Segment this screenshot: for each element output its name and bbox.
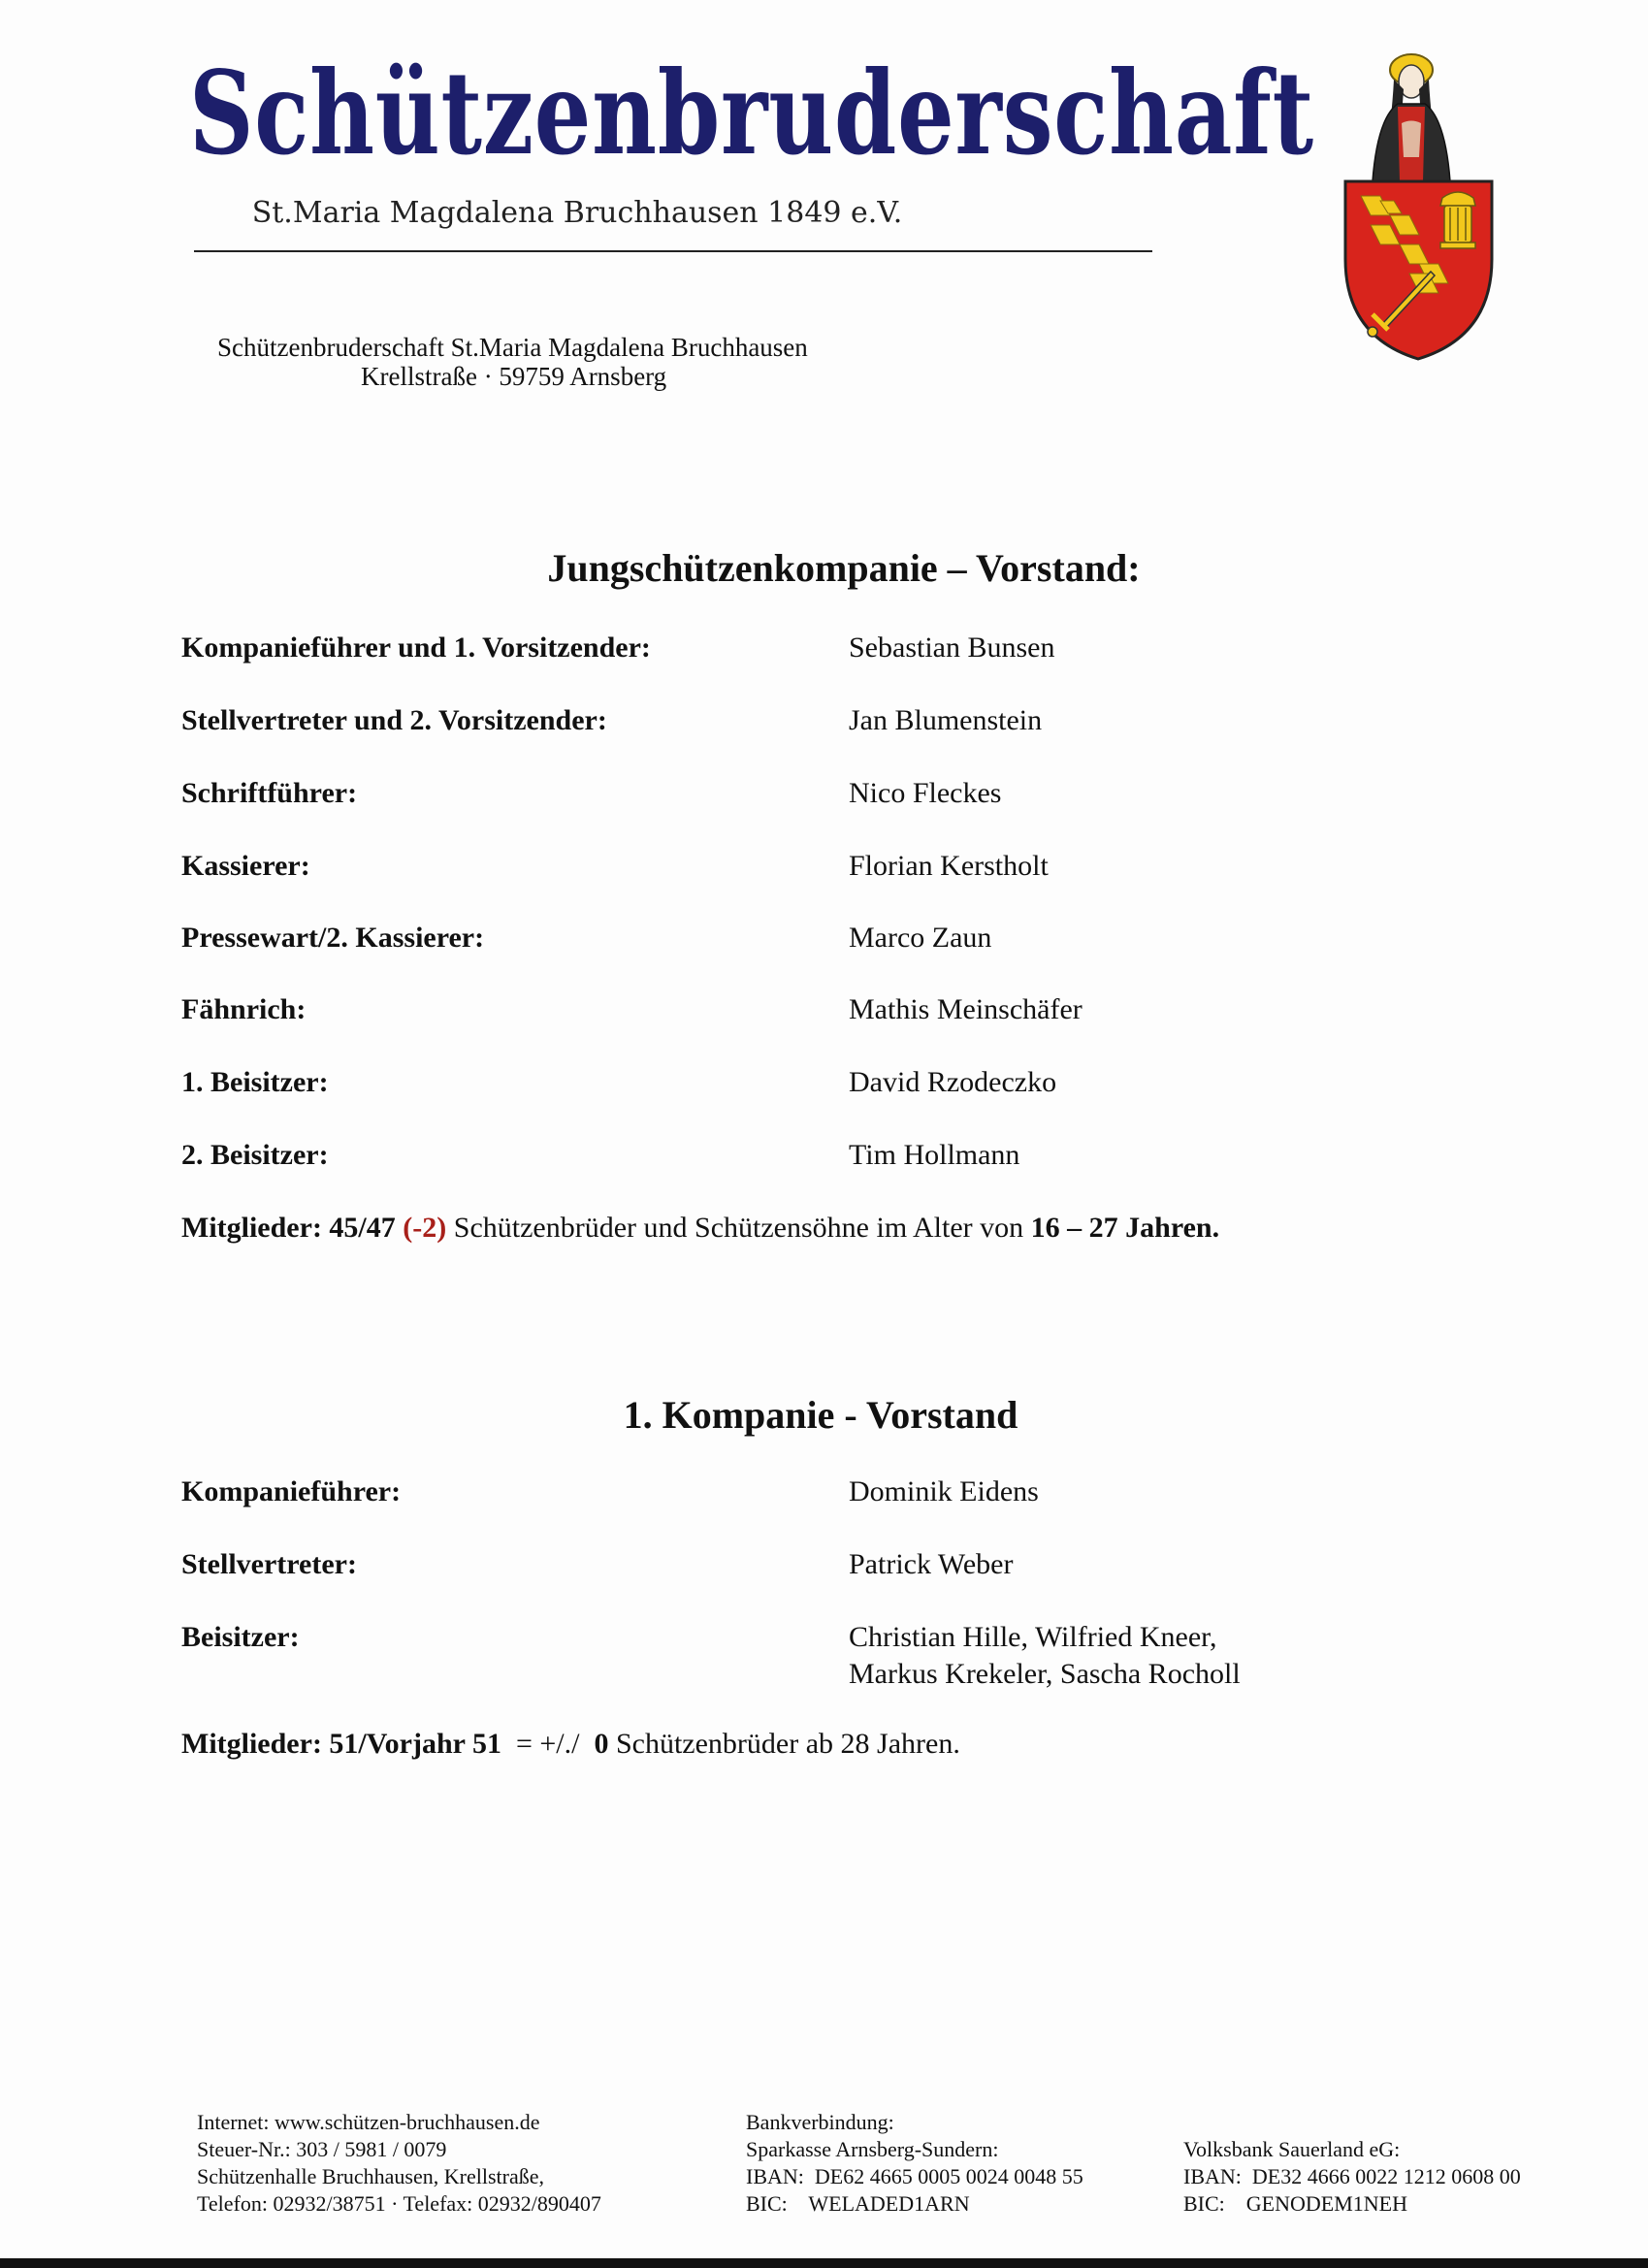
scan-edge-bar [0,2258,1648,2268]
members-age: 16 – 27 Jahren. [1030,1212,1220,1244]
role-value: Patrick Weber [849,1548,1014,1580]
section-title-jungschuetzen: Jungschützenkompanie – Vorstand: [547,546,1141,590]
role-value: Nico Fleckes [849,777,1002,809]
footer-bank-heading: Bankverbindung: [746,2110,894,2134]
footer-iban: IBAN: DE62 4665 0005 0024 0048 55 [746,2164,1083,2188]
letterhead-rule [194,250,1152,252]
role-label: Pressewart/2. Kassierer: [181,922,485,954]
footer-bic: BIC: WELADED1ARN [746,2191,970,2216]
role-value-continued: Markus Krekeler, Sascha Rocholl [849,1658,1241,1690]
role-label: Kompanieführer: [181,1475,402,1507]
members-text: Schützenbrüder ab 28 Jahren. [608,1728,960,1760]
footer-bic: BIC: GENODEM1NEH [1183,2191,1407,2216]
role-label: 1. Beisitzer: [181,1066,329,1098]
role-value: Tim Hollmann [849,1139,1020,1171]
section-title-kompanie-1: 1. Kompanie - Vorstand [623,1393,1018,1437]
role-value: Christian Hille, Wilfried Kneer, [849,1621,1217,1653]
footer-bank-name: Sparkasse Arnsberg-Sundern: [746,2137,999,2161]
footer-contact [197,2109,601,2218]
footer-phone-fax: Telefon: 02932/38751 · Telefax: 02932/890407 [197,2191,601,2216]
role-label: Kompanieführer und 1. Vorsitzender: [181,632,651,664]
footer-bank-name: Volksbank Sauerland eG: [1183,2137,1401,2161]
role-value: Dominik Eidens [849,1475,1039,1507]
letterhead-subtitle: St.Maria Magdalena Bruchhausen 1849 e.V. [251,196,903,230]
role-value: Sebastian Bunsen [849,632,1055,664]
members-count: Mitglieder: 51/Vorjahr 51 [181,1728,501,1760]
members-summary-jungschuetzen [181,1211,1219,1246]
role-value: Florian Kerstholt [849,850,1049,882]
role-value: David Rzodeczko [849,1066,1057,1098]
role-value: Marco Zaun [849,922,992,954]
role-value: Jan Blumenstein [849,704,1043,736]
role-label: 2. Beisitzer: [181,1139,329,1171]
role-label: Beisitzer: [181,1621,300,1653]
members-equals: = +/./ [501,1728,587,1760]
members-summary-kompanie-1 [181,1727,960,1762]
role-label: Stellvertreter und 2. Vorsitzender: [181,704,607,736]
role-value: Mathis Meinschäfer [849,993,1083,1025]
role-label: Stellvertreter: [181,1548,357,1580]
footer-internet: Internet: www.schützen-bruchhausen.de [197,2110,540,2134]
letterhead-title: Schützenbruderschaft [189,46,1314,180]
footer-tax-number: Steuer-Nr.: 303 / 5981 / 0079 [197,2137,447,2161]
role-label: Kassierer: [181,850,310,882]
sender-address-line1: Schützenbruderschaft St.Maria Magdalena Bruchhausen [217,333,808,362]
footer-hall-address: Schützenhalle Bruchhausen, Krellstraße, [197,2164,544,2188]
footer-iban: IBAN: DE32 4666 0022 1212 0608 00 [1183,2164,1521,2188]
footer-bank-sparkasse [746,2109,1083,2218]
members-text: Schützenbrüder und Schützensöhne im Alter von [446,1212,1031,1244]
role-label: Schriftführer: [181,777,358,809]
members-change: (-2) [403,1212,447,1244]
crest-icon [1334,50,1503,366]
role-label: Fähnrich: [181,993,307,1025]
sender-address-line2: Krellstraße · 59759 Arnsberg [361,362,667,391]
members-count: Mitglieder: 45/47 [181,1212,396,1244]
footer-bank-volksbank [1183,2136,1521,2218]
members-diff: 0 [586,1728,609,1760]
